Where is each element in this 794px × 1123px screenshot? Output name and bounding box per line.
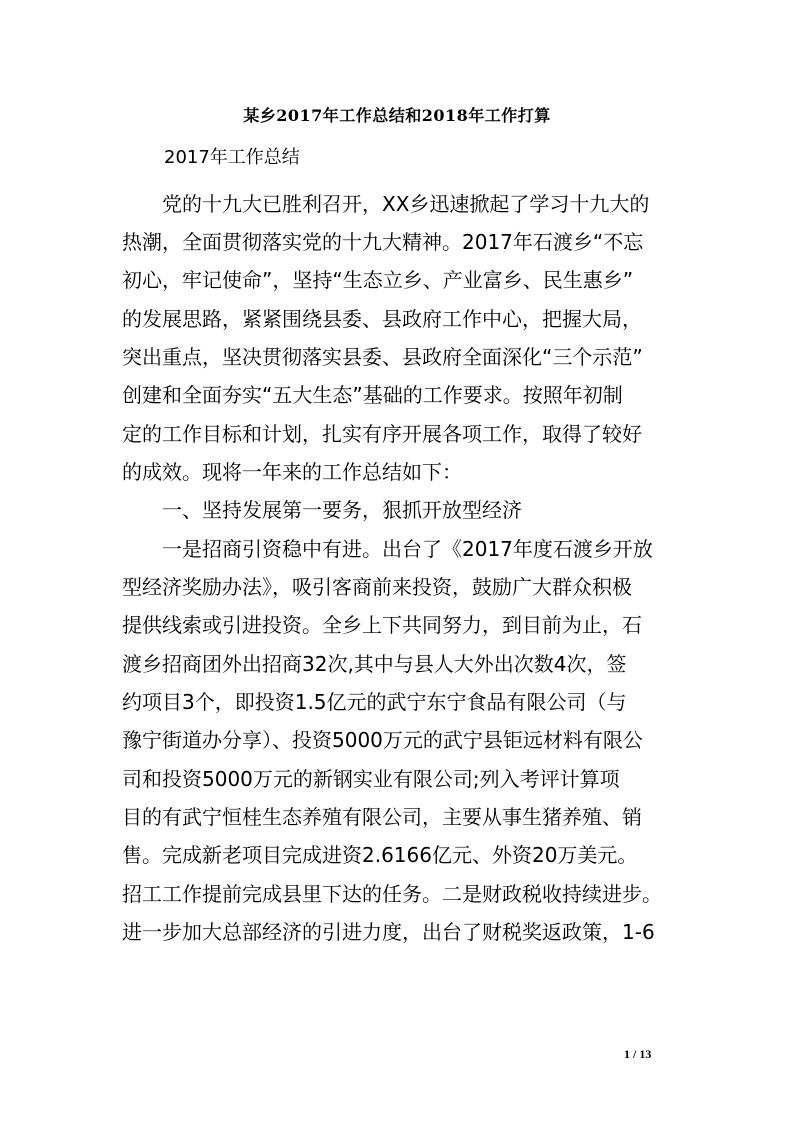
paragraph-line: 一是招商引资稳中有进。出台了《2017年度石渡乡开放 [162, 537, 653, 561]
paragraph-line: 定的工作目标和计划，扎实有序开展各项工作，取得了较好 [122, 422, 642, 446]
paragraph-line: 约项目3个，即投资1.5亿元的武宁东宁食品有限公司（与 [122, 690, 627, 714]
paragraph-line: 的发展思路，紧紧围绕县委、县政府工作中心，把握大局， [122, 307, 642, 331]
paragraph-line: 目的有武宁恒桂生态养殖有限公司，主要从事生猪养殖、销 [122, 805, 642, 829]
paragraph-line: 提供线索或引进投资。全乡上下共同努力，到目前为止，石 [122, 613, 642, 637]
paragraph-line: 型经济奖励办法》，吸引客商前来投资，鼓励广大群众积极 [122, 575, 632, 599]
section-subtitle: 2017年工作总结 [164, 147, 300, 168]
paragraph-line: 初心，牢记使命”，坚持“生态立乡、产业富乡、民生惠乡” [122, 268, 634, 292]
paragraph-line: 渡乡招商团外出招商32次,其中与县人大外出次数4次，签 [122, 652, 627, 676]
paragraph-line: 党的十九大已胜利召开，XX乡迅速掀起了学习十九大的 [162, 192, 650, 216]
page-number: 1 / 13 [624, 1047, 652, 1061]
paragraph-line: 招工工作提前完成县里下达的任务。二是财政税收持续进步。 [122, 882, 662, 906]
section-heading: 一、坚持发展第一要务，狠抓开放型经济 [162, 498, 522, 522]
paragraph-line: 热潮，全面贯彻落实党的十九大精神。2017年石渡乡“不忘 [122, 230, 644, 254]
document-title: 某乡2017年工作总结和2018年工作打算 [243, 106, 551, 125]
paragraph-line: 创建和全面夯实“五大生态”基础的工作要求。按照年初制 [122, 383, 623, 407]
paragraph-line: 的成效。现将一年来的工作总结如下： [122, 460, 462, 484]
paragraph-line: 豫宁街道办分享）、投资5000万元的武宁县钜远材料有限公 [122, 728, 643, 752]
paragraph-line: 突出重点，坚决贯彻落实县委、县政府全面深化“三个示范” [122, 345, 643, 369]
paragraph-line: 进一步加大总部经济的引进力度，出台了财税奖返政策，1-6 [122, 920, 655, 944]
paragraph-line: 司和投资5000万元的新钢实业有限公司;列入考评计算项 [122, 767, 620, 791]
paragraph-line: 售。完成新老项目完成进资2.6166亿元、外资20万美元。 [122, 843, 638, 867]
